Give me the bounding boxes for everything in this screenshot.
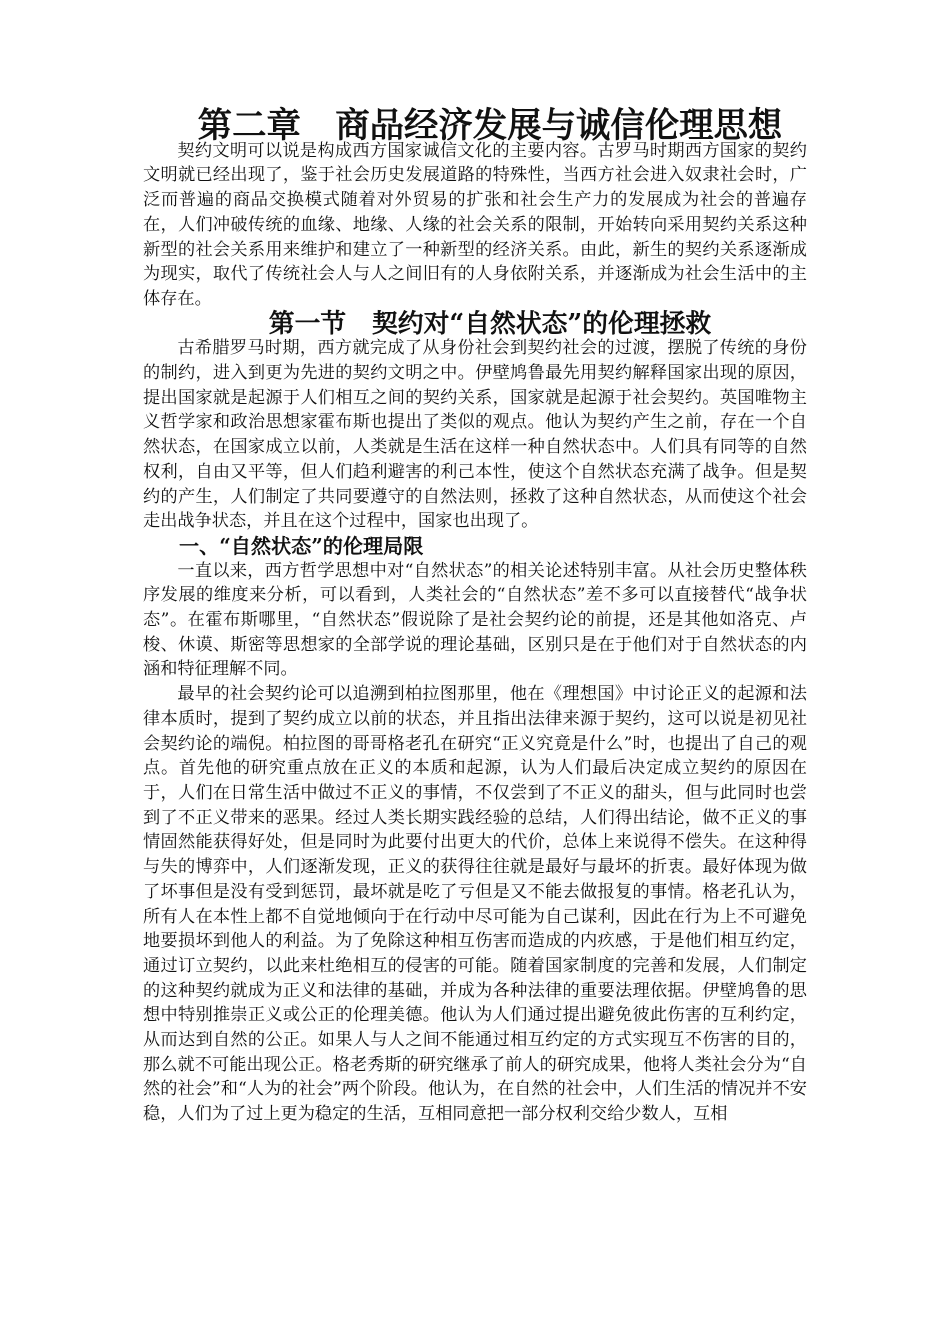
chapter-title: 第二章 商品经济发展与诚信伦理思想 xyxy=(197,106,783,146)
subsection-title: 一、“自然状态”的伦理局限 xyxy=(179,533,424,558)
section-title: 第一节 契约对“自然状态”的伦理拯救 xyxy=(268,308,712,339)
intro-paragraph: 契约文明可以说是构成西方国家诚信文化的主要内容。古罗马时期西方国家的契约文明就已经出现了，鉴于社会历史发展道路的特殊性，当西方社会进入奴隶社会时，广泛而普遍的商品交换模式随着对外贸易的扩张和社会生产力的发展成为社会的普遍存在，人们冲破传统的血缘、地缘、人缘的社会关系的限制，开始转向采用契约关系这种新型的社会关系用来维护和建立了一种新型的经济关系。由此，新生的契约关系逐渐成为现实，取代了传统社会人与人之间旧有的人身依附关系，并逐渐成为社会生活中的主体存在。 xyxy=(143,140,807,309)
subsection-paragraph-1: 一直以来，西方哲学思想中对“自然状态”的相关论述特别丰富。从社会历史整体秩序发展的维度来分析，可以看到，人类社会的“自然状态”差不多可以直接替代“战争状态”。在霍布斯哪里，“自然状态”假说除了是社会契约论的前提，还是其他如洛克、卢梭、休谟、斯密等思想家的全部学说的理论基础，区别只是在于他们对于自然状态的内涵和特征理解不同。 xyxy=(143,560,807,680)
section-paragraph: 古希腊罗马时期，西方就完成了从身份社会到契约社会的过渡，摆脱了传统的身份的制约，进入到更为先进的契约文明之中。伊壁鸠鲁最先用契约解释国家出现的原因，提出国家就是起源于人们相互之间的契约关系，国家就是起源于社会契约。英国唯物主义哲学家和政治思想家霍布斯也提出了类似的观点。他认为契约产生之前，存在一个自然状态，在国家成立以前，人类就是生活在这样一种自然状态中。人们具有同等的自然权利，自由又平等，但人们趋利避害的利己本性，使这个自然状态充满了战争。但是契约的产生，人们制定了共同要遵守的自然法则，拯救了这种自然状态，从而使这个社会走出战争状态，并且在这个过程中，国家也出现了。 xyxy=(143,338,807,532)
document-page xyxy=(143,106,807,1127)
subsection-paragraph-2: 最早的社会契约论可以追溯到柏拉图那里，他在《理想国》中讨论正义的起源和法律本质时，提到了契约成立以前的状态，并且指出法律来源于契约，这可以说是初见社会契约论的端倪。柏拉图的哥哥格老孔在研究“正义究竟是什么”时，也提出了自己的观点。首先他的研究重点放在正义的本质和起源，认为人们最后决定成立契约的原因在于，人们在日常生活中做过不正义的事情，不仅尝到了不正义的甜头，但与此同时也尝到了不正义带来的恶果。经过人类长期实践经验的总结，人们得出结论，做不正义的事情固然能获得好处，但是同时为此要付出更大的代价，总体上来说得不偿失。在这种得与失的博弈中，人们逐渐发现，正义的获得往往就是最好与最坏的折衷。最好体现为做了坏事但是没有受到惩罚，最坏就是吃了亏但是又不能去做报复的事情。格老孔认为，所有人在本性上都不自觉地倾向于在行动中尽可能为自己谋利，因此在行为上不可避免地要损坏到他人的利益。为了免除这种相互伤害而造成的内疚感，于是他们相互约定，通过订立契约，以此来杜绝相互的侵害的可能。随着国家制度的完善和发展，人们制定的这种契约就成为正义和法律的基础，并成为各种法律的重要法理依据。伊壁鸠鲁的思想中特别推崇正义或公正的伦理美德。他认为人们通过提出避免彼此伤害的互利约定，从而达到自然的公正。如果人与人之间不能通过相互约定的方式实现互不伤害的目的，那么就不可能出现公正。格老秀斯的研究继承了前人的研究成果，他将人类社会分为“自然的社会”和“人为的社会”两个阶段。他认为，在自然的社会中，人们生活的情况并不安稳，人们为了过上更为稳定的生活，互相同意把一部分权利交给少数人，互相 xyxy=(143,684,807,1125)
